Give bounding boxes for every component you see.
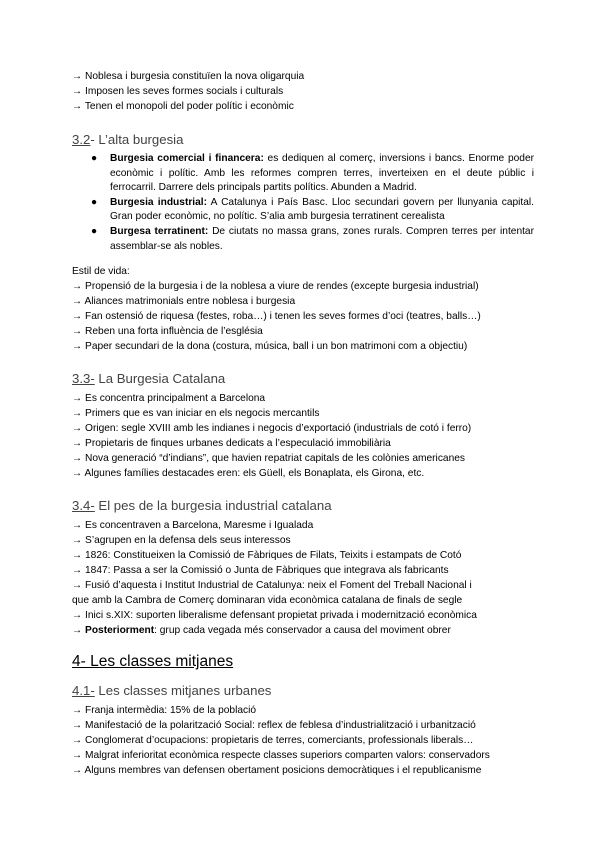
bullet-term: Burgesia comercial i financera: <box>110 153 264 164</box>
section-line: que amb la Cambra de Comerç dominaran vida econòmica catalana de finals de segle <box>72 595 463 607</box>
section-line: → S’agrupen en la defensa dels seus interessos <box>72 535 291 547</box>
bullet-text: A Catalunya i País Basc. Lloc secundari govern per llunyania capital. Gran poder econòmic, no polític. S’alia amb burgesia terratinent cerealista <box>110 196 535 223</box>
line-text: : grup cada vegada més conservador a causa del moviment obrer <box>154 625 451 637</box>
section-3-3-lines <box>72 391 534 481</box>
bullet-icon: ● <box>91 153 98 164</box>
heading-number: 4.1- <box>72 683 95 699</box>
heading-title: Les classes mitjanes urbanes <box>94 683 272 699</box>
list-item <box>72 152 534 196</box>
section-line: → Primers que es van iniciar en els negocis mercantils <box>72 408 320 420</box>
heading-3-2 <box>72 131 534 149</box>
section-line: → Es concentra principalment a Barcelona <box>72 393 266 405</box>
vida-line: → Aliances matrimonials entre noblesa i burgesia <box>72 296 296 308</box>
section-line: → Malgrat inferioritat econòmica respecte classes superiors comparten valors: conservadors <box>72 750 490 762</box>
document-page <box>72 69 534 778</box>
section-line: → Manifestació de la polarització Social: reflex de feblesa d’industrialització i urbanització <box>72 720 476 732</box>
vida-line: → Propensió de la burgesia i de la noblesa a viure de rendes (excepte burgesia industrial) <box>72 281 479 293</box>
section-line: → Conglomerat d’ocupacions: propietaris de terres, comerciants, professionals liberals… <box>72 735 474 747</box>
bullet-text: De ciutats no massa grans, zones rurals. Compren terres per intentar assemblar-se als nobles. <box>110 225 534 252</box>
section-line: → Inici s.XIX: suporten liberalisme defensant propietat privada i modernització econòmica <box>72 610 477 622</box>
section-4-1-lines <box>72 703 534 778</box>
bullet-icon: ● <box>91 196 98 208</box>
vida-label: Estil de vida: <box>72 266 130 278</box>
heading-4-1 <box>72 682 534 700</box>
heading-title: La Burgesia Catalana <box>94 371 226 387</box>
section-line: → Es concentraven a Barcelona, Maresme i Igualada <box>72 520 314 532</box>
bold-term: Posteriorment <box>85 625 155 637</box>
section-line-last <box>72 623 534 638</box>
bullet-term: Burgesia industrial: <box>110 196 208 208</box>
section-line: → Origen: segle XVIII amb les indianes i negocis d’exportació (industrials de cotó i ferro) <box>72 423 472 435</box>
vida-line: → Reben una forta influència de l’església <box>72 326 263 338</box>
heading-4: 4- Les classes mitjanes <box>72 653 234 671</box>
section-line: → 1826: Constitueixen la Comissió de Fàbriques de Filats, Teixits i estampats de Cotó <box>72 550 462 562</box>
intro-line: → Imposen les seves formes socials i culturals <box>72 86 284 97</box>
intro-line: → Noblesa i burgesia constituïen la nova oligarquia <box>72 71 305 82</box>
heading-3-3 <box>72 370 534 388</box>
heading-number: 3.3- <box>72 371 95 387</box>
bullet-text: es dediquen al comerç, inversions i bancs. Enorme poder econòmic i polític. Amb les reformes compren terres, inverteixen en el deute públic i ferrocarril. Darrere dels principals partits polítics. Abunden a Madrid. <box>110 153 534 194</box>
vida-block <box>72 264 534 354</box>
bullet-icon: ● <box>91 225 98 237</box>
vida-line: → Fan ostensió de riquesa (festes, roba…) i tenen les seves formes d’oci (teatres, balls…) <box>72 311 481 323</box>
heading-title: El pes de la burgesia industrial catalana <box>94 498 332 514</box>
heading-number: 3.4- <box>72 498 95 514</box>
arrow: → <box>72 625 86 637</box>
bullet-list <box>72 152 534 254</box>
bullet-term: Burgesa terratinent: <box>110 225 209 237</box>
heading-number: 3.2 <box>72 132 91 147</box>
section-line: → Propietaris de finques urbanes dedicats a l’especulació immobiliària <box>72 438 391 450</box>
list-item <box>72 196 534 225</box>
section-line: → Algunes famílies destacades eren: els Güell, els Bonaplata, els Girona, etc. <box>72 468 425 480</box>
section-3-4-lines <box>72 518 534 638</box>
intro-block <box>72 69 534 114</box>
intro-line: → Tenen el monopoli del poder polític i econòmic <box>72 101 294 112</box>
section-line: → 1847: Passa a ser la Comissió o Junta de Fàbriques que integrava als fabricants <box>72 565 449 577</box>
heading-3-4 <box>72 497 534 515</box>
section-line: → Fusió d’aquesta i Institut Industrial de Catalunya: neix el Foment del Treball Nacional i <box>72 580 472 592</box>
section-line: → Alguns membres van defensen obertament posicions democràtiques i el republicanisme <box>72 765 482 777</box>
vida-line: → Paper secundari de la dona (costura, música, ball i un bon matrimoni com a objectiu) <box>72 341 468 353</box>
list-item <box>72 225 534 254</box>
section-line: → Franja intermèdia: 15% de la població <box>72 705 257 717</box>
section-line: → Nova generació “d’indians”, que havien repatriat capitals de les colònies americanes <box>72 453 465 465</box>
heading-title: - L’alta burgesia <box>90 132 184 147</box>
